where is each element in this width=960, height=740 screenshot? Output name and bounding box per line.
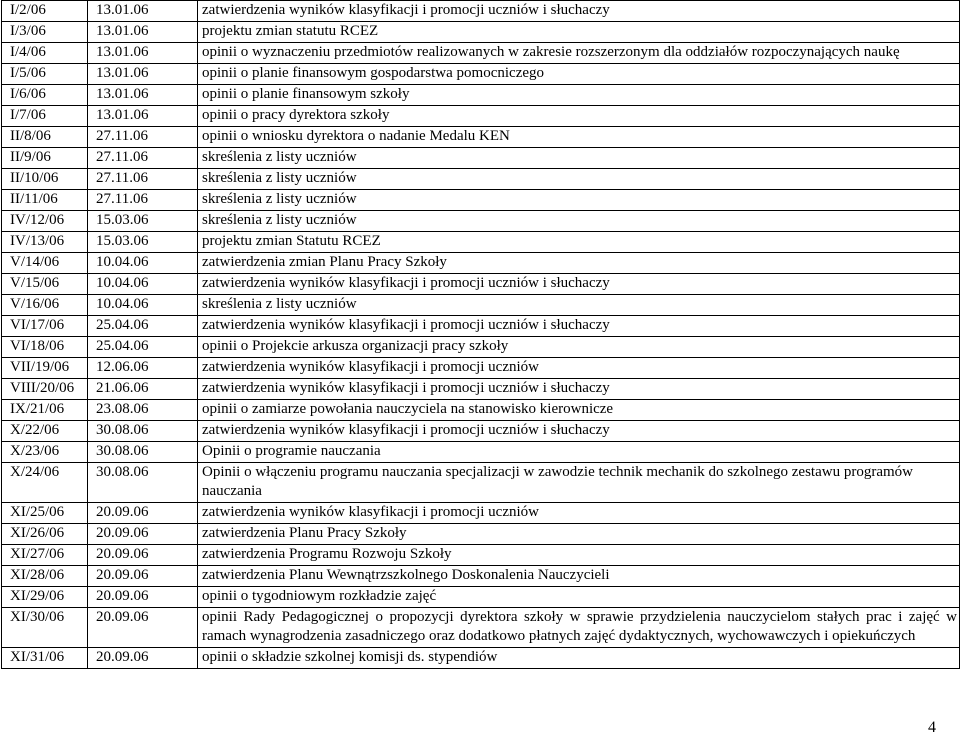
resolution-date: 23.08.06: [88, 400, 198, 421]
resolution-date: 30.08.06: [88, 421, 198, 442]
table-row: [2, 608, 960, 648]
table-row: [2, 421, 960, 442]
resolution-subject: zatwierdzenia Programu Rozwoju Szkoły: [198, 545, 960, 566]
resolution-number: I/2/06: [2, 1, 88, 22]
resolution-date: 13.01.06: [88, 1, 198, 22]
resolution-date: 20.09.06: [88, 566, 198, 587]
resolution-number: II/10/06: [2, 169, 88, 190]
table-row: [2, 295, 960, 316]
table-row: [2, 400, 960, 421]
resolution-number: X/23/06: [2, 442, 88, 463]
resolution-date: 15.03.06: [88, 211, 198, 232]
resolution-subject: zatwierdzenia zmian Planu Pracy Szkoły: [198, 253, 960, 274]
resolution-number: IX/21/06: [2, 400, 88, 421]
resolution-date: 12.06.06: [88, 358, 198, 379]
resolution-date: 10.04.06: [88, 253, 198, 274]
resolution-number: XI/29/06: [2, 587, 88, 608]
resolution-subject: projektu zmian Statutu RCEZ: [198, 232, 960, 253]
resolution-date: 20.09.06: [88, 648, 198, 669]
resolution-number: VI/18/06: [2, 337, 88, 358]
resolution-subject: Opinii o programie nauczania: [198, 442, 960, 463]
resolutions-table: [1, 0, 960, 669]
resolution-date: 13.01.06: [88, 22, 198, 43]
resolution-date: 20.09.06: [88, 587, 198, 608]
resolution-date: 27.11.06: [88, 190, 198, 211]
resolution-subject: skreślenia z listy uczniów: [198, 190, 960, 211]
resolution-number: XI/26/06: [2, 524, 88, 545]
resolution-number: II/8/06: [2, 127, 88, 148]
resolution-date: 25.04.06: [88, 316, 198, 337]
resolution-date: 20.09.06: [88, 608, 198, 648]
table-row: [2, 316, 960, 337]
resolution-date: 13.01.06: [88, 106, 198, 127]
resolution-subject: opinii o planie finansowym szkoły: [198, 85, 960, 106]
resolution-date: 27.11.06: [88, 169, 198, 190]
resolution-number: VIII/20/06: [2, 379, 88, 400]
resolution-number: V/16/06: [2, 295, 88, 316]
table-row: [2, 587, 960, 608]
resolution-number: I/4/06: [2, 43, 88, 64]
resolution-subject: zatwierdzenia wyników klasyfikacji i promocji uczniów i słuchaczy: [198, 1, 960, 22]
table-row: [2, 148, 960, 169]
resolution-subject: zatwierdzenia wyników klasyfikacji i promocji uczniów i słuchaczy: [198, 379, 960, 400]
resolution-number: X/22/06: [2, 421, 88, 442]
resolution-number: XI/28/06: [2, 566, 88, 587]
table-row: [2, 64, 960, 85]
resolution-date: 13.01.06: [88, 64, 198, 85]
resolution-subject: zatwierdzenia wyników klasyfikacji i promocji uczniów i słuchaczy: [198, 316, 960, 337]
resolution-date: 30.08.06: [88, 463, 198, 503]
table-row: [2, 127, 960, 148]
table-row: [2, 190, 960, 211]
resolution-subject: zatwierdzenia wyników klasyfikacji i promocji uczniów: [198, 358, 960, 379]
resolution-subject: skreślenia z listy uczniów: [198, 148, 960, 169]
table-row: [2, 566, 960, 587]
table-row: [2, 463, 960, 503]
table-row: [2, 337, 960, 358]
table-row: [2, 274, 960, 295]
resolution-number: XI/25/06: [2, 503, 88, 524]
table-row: [2, 442, 960, 463]
resolution-subject: opinii o Projekcie arkusza organizacji pracy szkoły: [198, 337, 960, 358]
resolution-subject: opinii o wniosku dyrektora o nadanie Medalu KEN: [198, 127, 960, 148]
resolution-number: X/24/06: [2, 463, 88, 503]
resolution-subject: Opinii o włączeniu programu nauczania specjalizacji w zawodzie technik mechanik do szkolnego zestawu programów nauczania: [198, 463, 960, 503]
table-row: [2, 211, 960, 232]
table-row: [2, 503, 960, 524]
resolution-date: 27.11.06: [88, 148, 198, 169]
resolution-subject: opinii Rady Pedagogicznej o propozycji dyrektora szkoły w sprawie przydzielenia nauczycielom stałych prac i zajęć w ramach wynagrodzenia zasadniczego oraz dodatkowo płatnych zajęć dydaktycznych, wychowawczych i opiekuńczych: [198, 608, 960, 648]
resolution-number: I/7/06: [2, 106, 88, 127]
resolution-subject: opinii o tygodniowym rozkładzie zajęć: [198, 587, 960, 608]
resolution-number: II/11/06: [2, 190, 88, 211]
resolution-number: II/9/06: [2, 148, 88, 169]
resolution-date: 21.06.06: [88, 379, 198, 400]
resolution-number: IV/13/06: [2, 232, 88, 253]
table-row: [2, 85, 960, 106]
resolution-number: VI/17/06: [2, 316, 88, 337]
page-number: 4: [928, 719, 936, 736]
table-row: [2, 169, 960, 190]
resolution-number: V/14/06: [2, 253, 88, 274]
table-row: [2, 106, 960, 127]
resolution-subject: zatwierdzenia Planu Wewnątrzszkolnego Doskonalenia Nauczycieli: [198, 566, 960, 587]
resolution-subject: projektu zmian statutu RCEZ: [198, 22, 960, 43]
resolution-date: 13.01.06: [88, 85, 198, 106]
resolution-subject: opinii o planie finansowym gospodarstwa pomocniczego: [198, 64, 960, 85]
table-row: [2, 253, 960, 274]
resolution-subject: zatwierdzenia wyników klasyfikacji i promocji uczniów: [198, 503, 960, 524]
resolution-date: 10.04.06: [88, 295, 198, 316]
table-row: [2, 232, 960, 253]
resolution-subject: zatwierdzenia Planu Pracy Szkoły: [198, 524, 960, 545]
resolution-subject: skreślenia z listy uczniów: [198, 295, 960, 316]
resolution-subject: skreślenia z listy uczniów: [198, 169, 960, 190]
resolution-number: VII/19/06: [2, 358, 88, 379]
table-row: [2, 1, 960, 22]
resolution-number: I/3/06: [2, 22, 88, 43]
resolution-number: XI/27/06: [2, 545, 88, 566]
table-row: [2, 22, 960, 43]
resolution-date: 27.11.06: [88, 127, 198, 148]
resolution-date: 20.09.06: [88, 545, 198, 566]
table-row: [2, 379, 960, 400]
resolution-subject: zatwierdzenia wyników klasyfikacji i promocji uczniów i słuchaczy: [198, 274, 960, 295]
resolution-subject: skreślenia z listy uczniów: [198, 211, 960, 232]
resolution-number: V/15/06: [2, 274, 88, 295]
resolution-date: 20.09.06: [88, 524, 198, 545]
resolution-number: I/6/06: [2, 85, 88, 106]
resolution-date: 10.04.06: [88, 274, 198, 295]
resolution-date: 30.08.06: [88, 442, 198, 463]
table-row: [2, 545, 960, 566]
resolution-date: 15.03.06: [88, 232, 198, 253]
resolution-subject: opinii o składzie szkolnej komisji ds. stypendiów: [198, 648, 960, 669]
resolution-date: 13.01.06: [88, 43, 198, 64]
table-row: [2, 43, 960, 64]
table-row: [2, 648, 960, 669]
resolution-subject: opinii o pracy dyrektora szkoły: [198, 106, 960, 127]
resolution-subject: opinii o wyznaczeniu przedmiotów realizowanych w zakresie rozszerzonym dla oddziałów rozpoczynających naukę: [198, 43, 960, 64]
table-row: [2, 524, 960, 545]
resolution-subject: zatwierdzenia wyników klasyfikacji i promocji uczniów i słuchaczy: [198, 421, 960, 442]
resolution-number: I/5/06: [2, 64, 88, 85]
resolution-subject: opinii o zamiarze powołania nauczyciela na stanowisko kierownicze: [198, 400, 960, 421]
resolution-date: 25.04.06: [88, 337, 198, 358]
table-row: [2, 358, 960, 379]
resolution-number: IV/12/06: [2, 211, 88, 232]
resolution-date: 20.09.06: [88, 503, 198, 524]
resolutions-table-body: [2, 1, 960, 669]
resolution-number: XI/31/06: [2, 648, 88, 669]
resolution-number: XI/30/06: [2, 608, 88, 648]
